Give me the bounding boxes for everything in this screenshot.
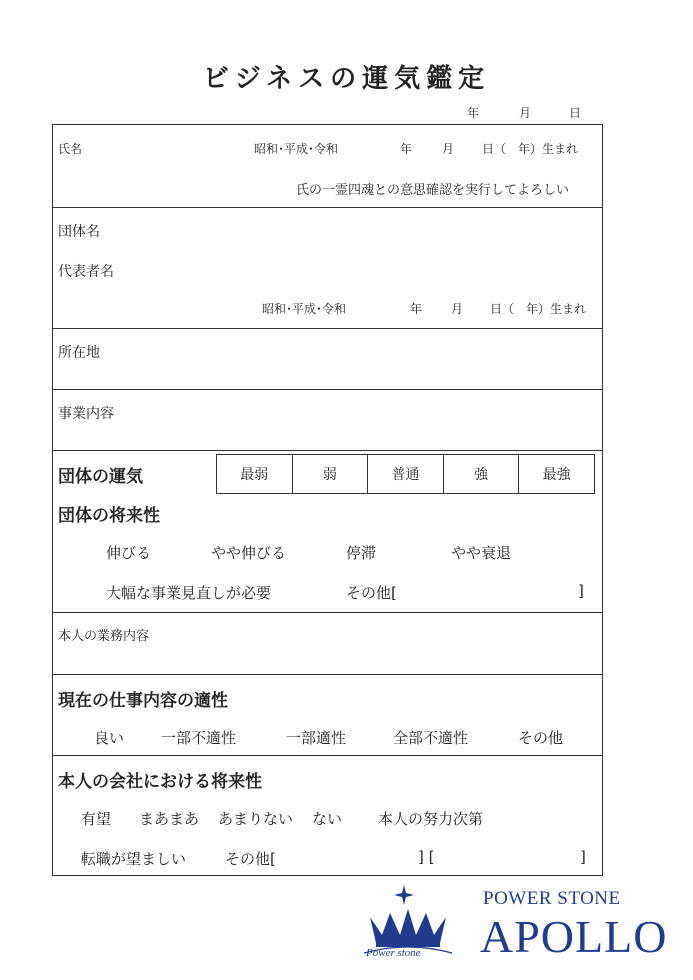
birth-year-label: 年	[400, 142, 413, 156]
company-future-other-mid: ] [	[418, 848, 435, 866]
consent-text: 氏の一霊四魂との意思確認を実行してよろしい	[296, 183, 570, 198]
divider	[53, 389, 602, 390]
company-future-option[interactable]: 本人の努力次第	[378, 810, 484, 828]
aptitude-option[interactable]: 一部適性	[286, 729, 347, 747]
brand-main-text: APOLLO	[480, 911, 668, 962]
logo-script-text: Power stone	[366, 947, 421, 959]
future-option-review[interactable]: 大幅な事業見直しが必要	[106, 584, 272, 602]
org-name-label: 団体名	[58, 224, 100, 240]
company-future-heading: 本人の会社における将来性	[58, 772, 262, 792]
aptitude-option[interactable]: その他	[518, 729, 564, 747]
aptitude-heading: 現在の仕事内容の適性	[58, 691, 228, 711]
divider	[53, 674, 602, 675]
brand-top-text: POWER STONE	[483, 888, 621, 909]
company-future-change[interactable]: 転職が望ましい	[81, 850, 187, 868]
org-future-heading: 団体の将来性	[58, 506, 160, 526]
date-day-label: 日	[569, 106, 582, 120]
fortune-option[interactable]: 強	[444, 455, 520, 493]
fortune-option[interactable]: 普通	[368, 455, 444, 493]
future-other-field[interactable]: その他[	[346, 584, 397, 602]
address-label: 所在地	[58, 345, 100, 361]
name-label: 氏名	[58, 142, 83, 156]
divider	[53, 612, 602, 613]
rep-birth-era-label: 昭和･平成･令和	[262, 302, 347, 316]
future-other-close: ]	[578, 582, 584, 600]
aptitude-option[interactable]: 全部不適性	[393, 729, 469, 747]
crown-logo	[360, 883, 456, 963]
date-year-label: 年	[467, 106, 480, 120]
document-title: ビジネスの運気鑑定	[202, 64, 491, 94]
company-future-option[interactable]: ない	[312, 810, 343, 828]
future-option[interactable]: 停滞	[346, 544, 377, 562]
divider	[53, 207, 602, 208]
company-future-option[interactable]: あまりない	[218, 810, 294, 828]
rep-birth-year-label: 年	[410, 302, 423, 316]
business-label: 事業内容	[58, 406, 114, 422]
self-duties-label: 本人の業務内容	[58, 629, 150, 644]
org-fortune-heading: 団体の運気	[58, 467, 143, 487]
rep-birth-month-label: 月	[451, 302, 464, 316]
rep-birth-day-age-label: 日（ 年）生まれ	[490, 302, 587, 316]
future-option[interactable]: やや衰退	[451, 544, 512, 562]
birth-day-age-label: 日（ 年）生まれ	[482, 142, 579, 156]
fortune-scale	[216, 454, 595, 494]
divider	[53, 755, 602, 756]
rep-name-label: 代表者名	[58, 264, 114, 280]
company-future-option[interactable]: 有望	[81, 810, 112, 828]
divider	[53, 450, 602, 451]
future-option[interactable]: やや伸びる	[211, 544, 287, 562]
fortune-option[interactable]: 最弱	[217, 455, 293, 493]
company-future-other-close: ]	[580, 848, 586, 866]
company-future-other-field[interactable]: その他[	[225, 850, 276, 868]
birth-era-label: 昭和･平成･令和	[254, 142, 339, 156]
appraisal-form	[52, 124, 603, 876]
date-month-label: 月	[519, 106, 532, 120]
aptitude-option[interactable]: 良い	[94, 729, 125, 747]
birth-month-label: 月	[442, 142, 455, 156]
fortune-option[interactable]: 弱	[293, 455, 369, 493]
divider	[53, 328, 602, 329]
company-future-option[interactable]: まあまあ	[139, 810, 200, 828]
fortune-option[interactable]: 最強	[542, 467, 571, 483]
aptitude-option[interactable]: 一部不適性	[161, 729, 237, 747]
future-option[interactable]: 伸びる	[106, 544, 152, 562]
